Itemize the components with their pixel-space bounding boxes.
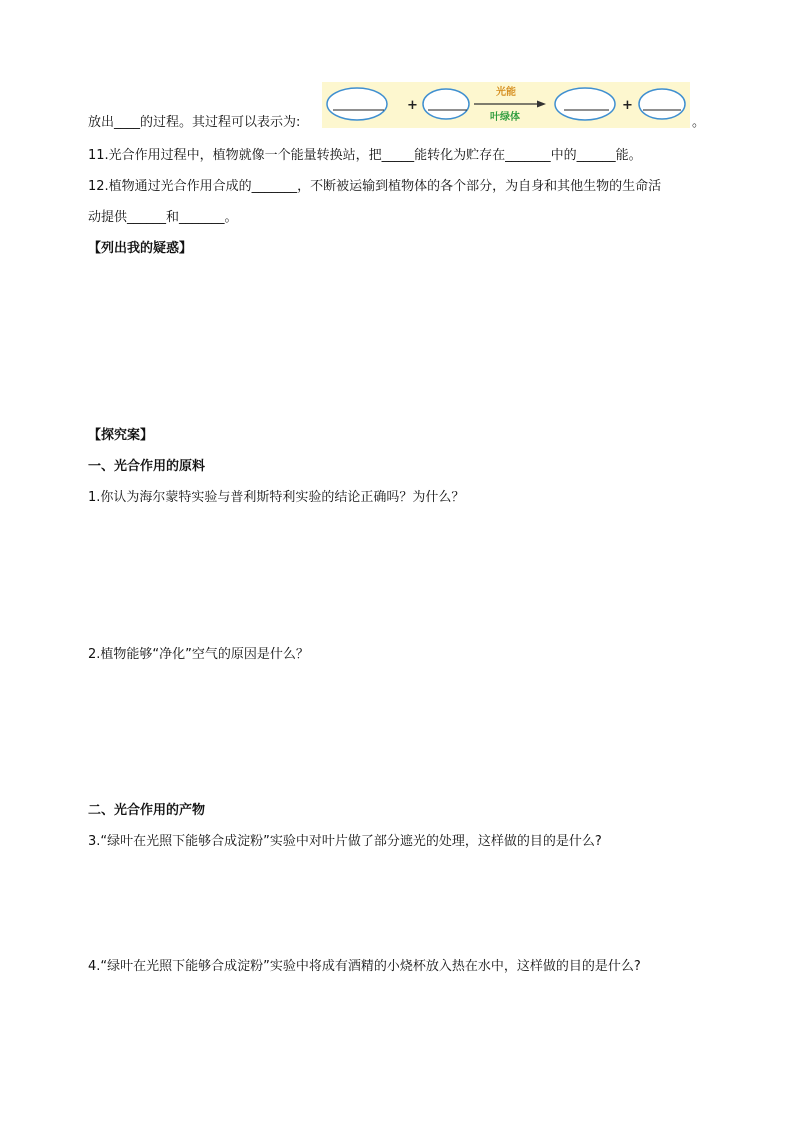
line-11: 11.光合作用过程中，植物就像一个能量转换站，把_____能转化为贮存在_______中的______能。: [88, 148, 642, 163]
section-1-heading: 一、光合作用的原料: [88, 459, 206, 474]
line-10-period: 。: [692, 115, 706, 130]
photosynthesis-equation-diagram: [322, 82, 690, 128]
product-blank-2: [639, 89, 685, 119]
line-12b: 动提供______和_______。: [88, 210, 238, 225]
explore-heading: 【探究案】: [88, 428, 154, 443]
line-10-end: [692, 114, 705, 132]
question-3: 3.“绿叶在光照下能够合成淀粉”实验中对叶片做了部分遮光的处理，这样做的目的是什么?: [88, 834, 602, 849]
question-2: 2.植物能够“净化”空气的原因是什么？: [88, 647, 309, 662]
line-10: [88, 114, 300, 132]
reactant-blank-2: [423, 89, 469, 119]
arrow-condition-light: 光能: [496, 87, 516, 98]
reactant-blank-1: [327, 88, 387, 120]
plus-sign-1: +: [407, 98, 418, 113]
plus-sign-2: +: [622, 98, 633, 113]
arrow-condition-chloroplast: 叶绿体: [490, 112, 520, 123]
line-10-text: 放出____的过程。其过程可以表示为:: [88, 115, 301, 130]
question-1: 1.你认为海尔蒙特实验与普利斯特利实验的结论正确吗？为什么？: [88, 490, 465, 505]
doubt-heading: 【列出我的疑惑】: [88, 241, 193, 256]
section-2-heading: 二、光合作用的产物: [88, 803, 206, 818]
question-4: 4.“绿叶在光照下能够合成淀粉”实验中将成有酒精的小烧杯放入热在水中，这样做的目的是什么?: [88, 959, 641, 974]
product-blank-1: [555, 88, 615, 120]
line-12a: 12.植物通过光合作用合成的_______，不断被运输到植物体的各个部分，为自身和其他生物的生命活: [88, 179, 662, 194]
